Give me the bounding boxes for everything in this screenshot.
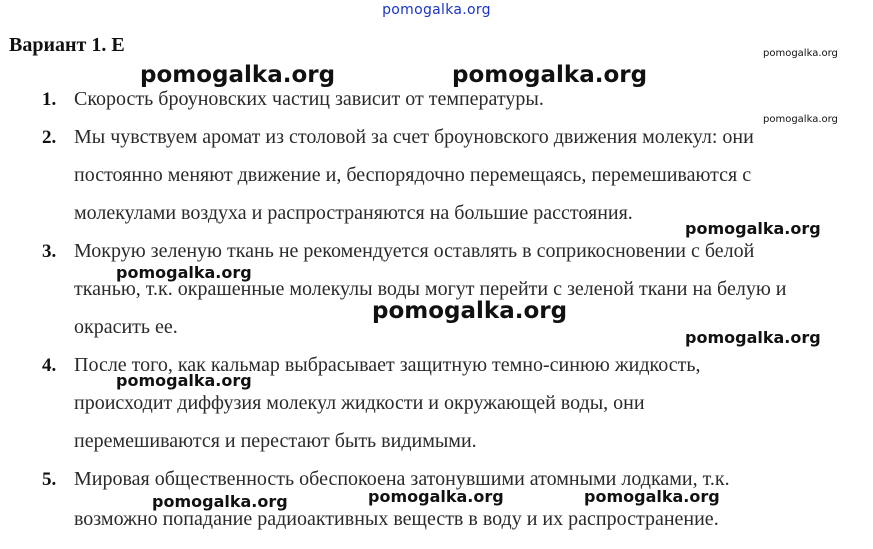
item-text-line: окрасить ее. bbox=[74, 316, 178, 338]
item-number: 3. bbox=[42, 241, 57, 262]
item-text-line: Мировая общественность обеспокоена затонувшими атомными лодками, т.к. bbox=[74, 468, 730, 490]
item-text-line: Мы чувствуем аромат из столовой за счет броуновского движения молекул: они bbox=[74, 126, 754, 148]
item-text-line: тканью, т.к. окрашенные молекулы воды могут перейти с зеленой ткани на белую и bbox=[74, 278, 787, 300]
watermark: pomogalka.org bbox=[372, 298, 568, 324]
item-number: 4. bbox=[42, 355, 57, 376]
watermark: pomogalka.org bbox=[685, 328, 821, 347]
watermark-top: pomogalka.org bbox=[382, 2, 491, 18]
watermark: pomogalka.org bbox=[368, 487, 504, 506]
watermark: pomogalka.org bbox=[763, 114, 838, 125]
watermark: pomogalka.org bbox=[685, 219, 821, 238]
item-text-line: Мокрую зеленую ткань не рекомендуется оставлять в соприкосновении с белой bbox=[74, 240, 755, 262]
item-text-line: возможно попадание радиоактивных веществ в воду и их распространение. bbox=[74, 508, 719, 530]
watermark: pomogalka.org bbox=[152, 492, 288, 511]
watermark: pomogalka.org bbox=[116, 263, 252, 282]
watermark: pomogalka.org bbox=[116, 371, 252, 390]
watermark: pomogalka.org bbox=[140, 62, 336, 88]
item-text-line: молекулами воздуха и распространяются на большие расстояния. bbox=[74, 202, 633, 224]
item-text-line: происходит диффузия молекул жидкости и окружающей воды, они bbox=[74, 392, 645, 414]
item-text-line: постоянно меняют движение и, беспорядочно перемещаясь, перемешиваются с bbox=[74, 164, 752, 186]
item-number: 1. bbox=[42, 89, 57, 110]
item-text-line: Скорость броуновских частиц зависит от температуры. bbox=[74, 88, 544, 110]
watermark: pomogalka.org bbox=[452, 62, 648, 88]
item-text-line: После того, как кальмар выбрасывает защитную темно-синюю жидкость, bbox=[74, 354, 701, 376]
item-number: 5. bbox=[42, 469, 57, 490]
watermark: pomogalka.org bbox=[763, 48, 838, 59]
item-number: 2. bbox=[42, 127, 57, 148]
watermark: pomogalka.org bbox=[584, 487, 720, 506]
item-text-line: перемешиваются и перестают быть видимыми. bbox=[74, 430, 477, 452]
page-title: Вариант 1. Е bbox=[9, 34, 125, 56]
